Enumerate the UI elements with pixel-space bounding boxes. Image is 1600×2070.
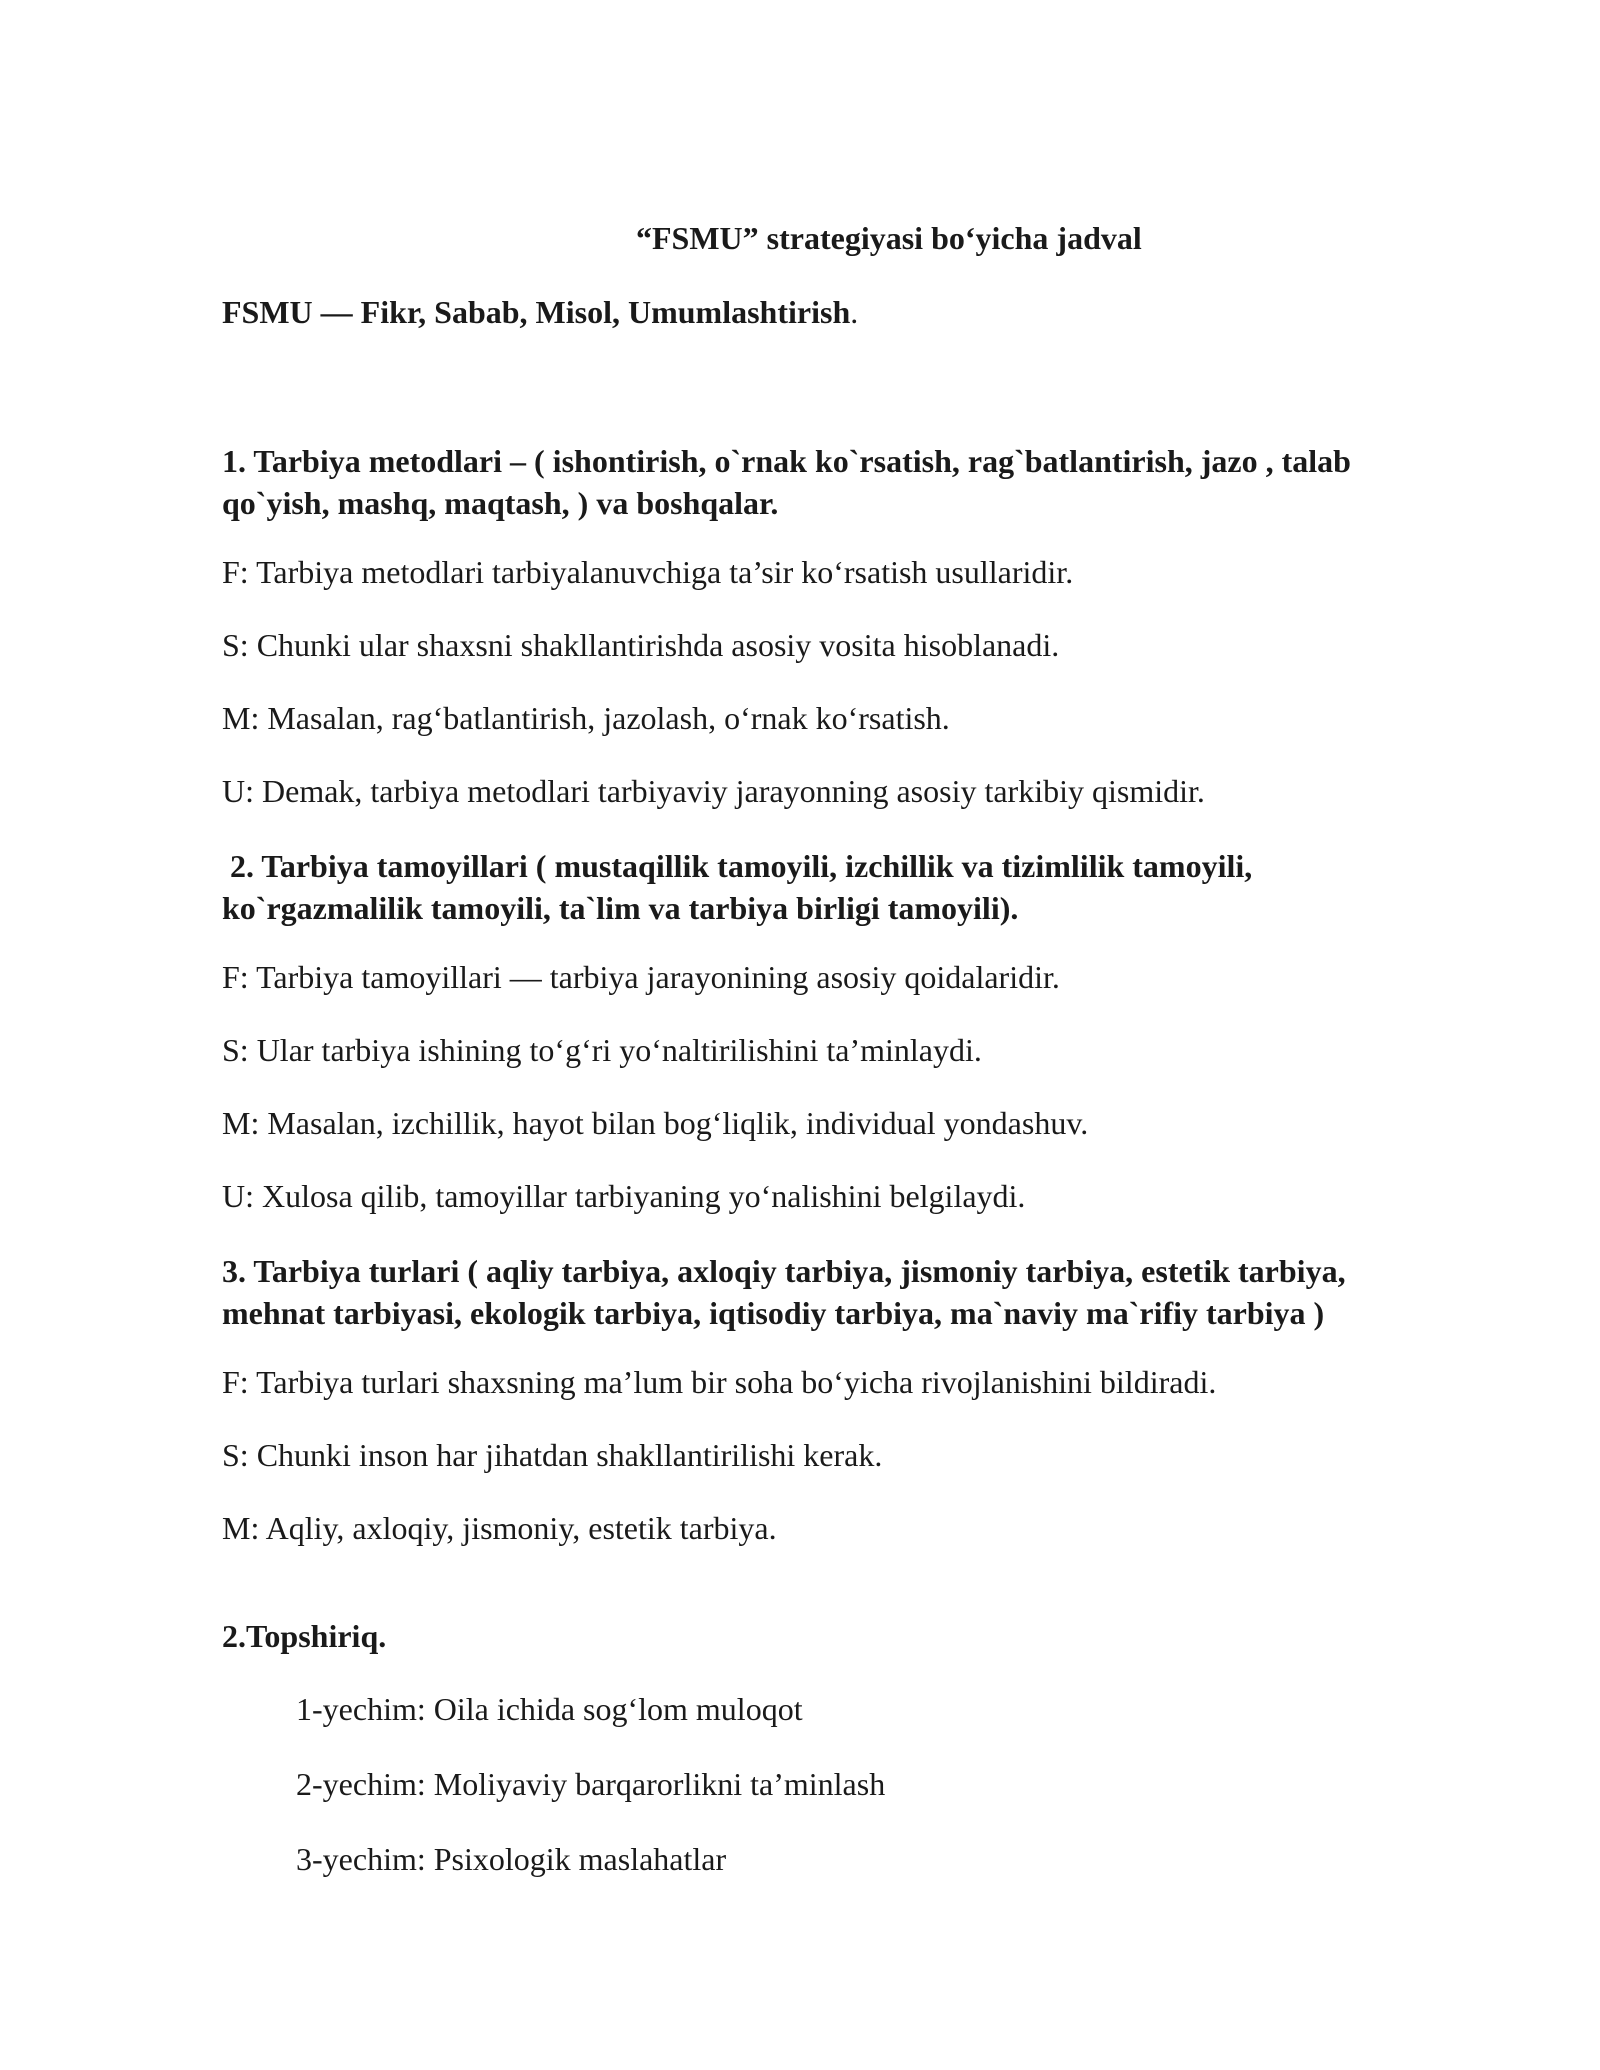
subtitle-text: FSMU — Fikr, Sabab, Misol, Umumlashtirish: [222, 294, 851, 330]
section-2-misol: M: Masalan, izchillik, hayot bilan bog‘liqlik, individual yondashuv.: [222, 1105, 1089, 1141]
section-1-sabab: S: Chunki ular shaxsni shakllantirishda asosiy vosita hisoblanadi.: [222, 627, 1060, 663]
task-heading: 2.Topshiriq.: [222, 1618, 387, 1654]
task-item-1: 1-yechim: Oila ichida sog‘lom muloqot: [296, 1691, 803, 1727]
section-3-misol: M: Aqliy, axloqiy, jismoniy, estetik tarbiya.: [222, 1510, 777, 1546]
section-2-umumlashtirish: U: Xulosa qilib, tamoyillar tarbiyaning yo‘nalishini belgilaydi.: [222, 1178, 1026, 1214]
section-1-heading: 1. Tarbiya metodlari – ( ishontirish, o`rnak ko`rsatish, rag`batlantirish, jazo , talab qo`yish, mashq, maqtash, ) va boshqalar.: [222, 443, 1351, 521]
document-title: “FSMU” strategiyasi bo‘yicha jadval: [636, 220, 1142, 256]
section-3-heading: 3. Tarbiya turlari ( aqliy tarbiya, axloqiy tarbiya, jismoniy tarbiya, estetik tarbiya, mehnat tarbiyasi, ekologik tarbiya, iqtisodiy tarbiya, ma`naviy ma`rifiy tarbiya ): [222, 1253, 1346, 1331]
task-item-3: 3-yechim: Psixologik maslahatlar: [296, 1841, 727, 1877]
section-2-sabab: S: Ular tarbiya ishining to‘g‘ri yo‘naltirilishini ta’minlaydi.: [222, 1032, 982, 1068]
section-1-umumlashtirish: U: Demak, tarbiya metodlari tarbiyaviy jarayonning asosiy tarkibiy qismidir.: [222, 773, 1205, 809]
section-3-sabab: S: Chunki inson har jihatdan shakllantirilishi kerak.: [222, 1437, 883, 1473]
section-3-fikr: F: Tarbiya turlari shaxsning ma’lum bir soha bo‘yicha rivojlanishini bildiradi.: [222, 1364, 1217, 1400]
section-1-misol: M: Masalan, rag‘batlantirish, jazolash, o‘rnak ko‘rsatish.: [222, 700, 950, 736]
section-2-fikr: F: Tarbiya tamoyillari — tarbiya jarayonining asosiy qoidalaridir.: [222, 959, 1060, 995]
task-item-2: 2-yechim: Moliyaviy barqarorlikni ta’minlash: [296, 1766, 886, 1802]
section-1-fikr: F: Tarbiya metodlari tarbiyalanuvchiga ta’sir ko‘rsatish usullaridir.: [222, 554, 1074, 590]
section-2-heading: 2. Tarbiya tamoyillari ( mustaqillik tamoyili, izchillik va tizimlilik tamoyili, ko`rgazmalilik tamoyili, ta`lim va tarbiya birligi tamoyili).: [222, 848, 1261, 926]
document-subtitle: [222, 294, 858, 331]
subtitle-period: .: [850, 294, 859, 330]
